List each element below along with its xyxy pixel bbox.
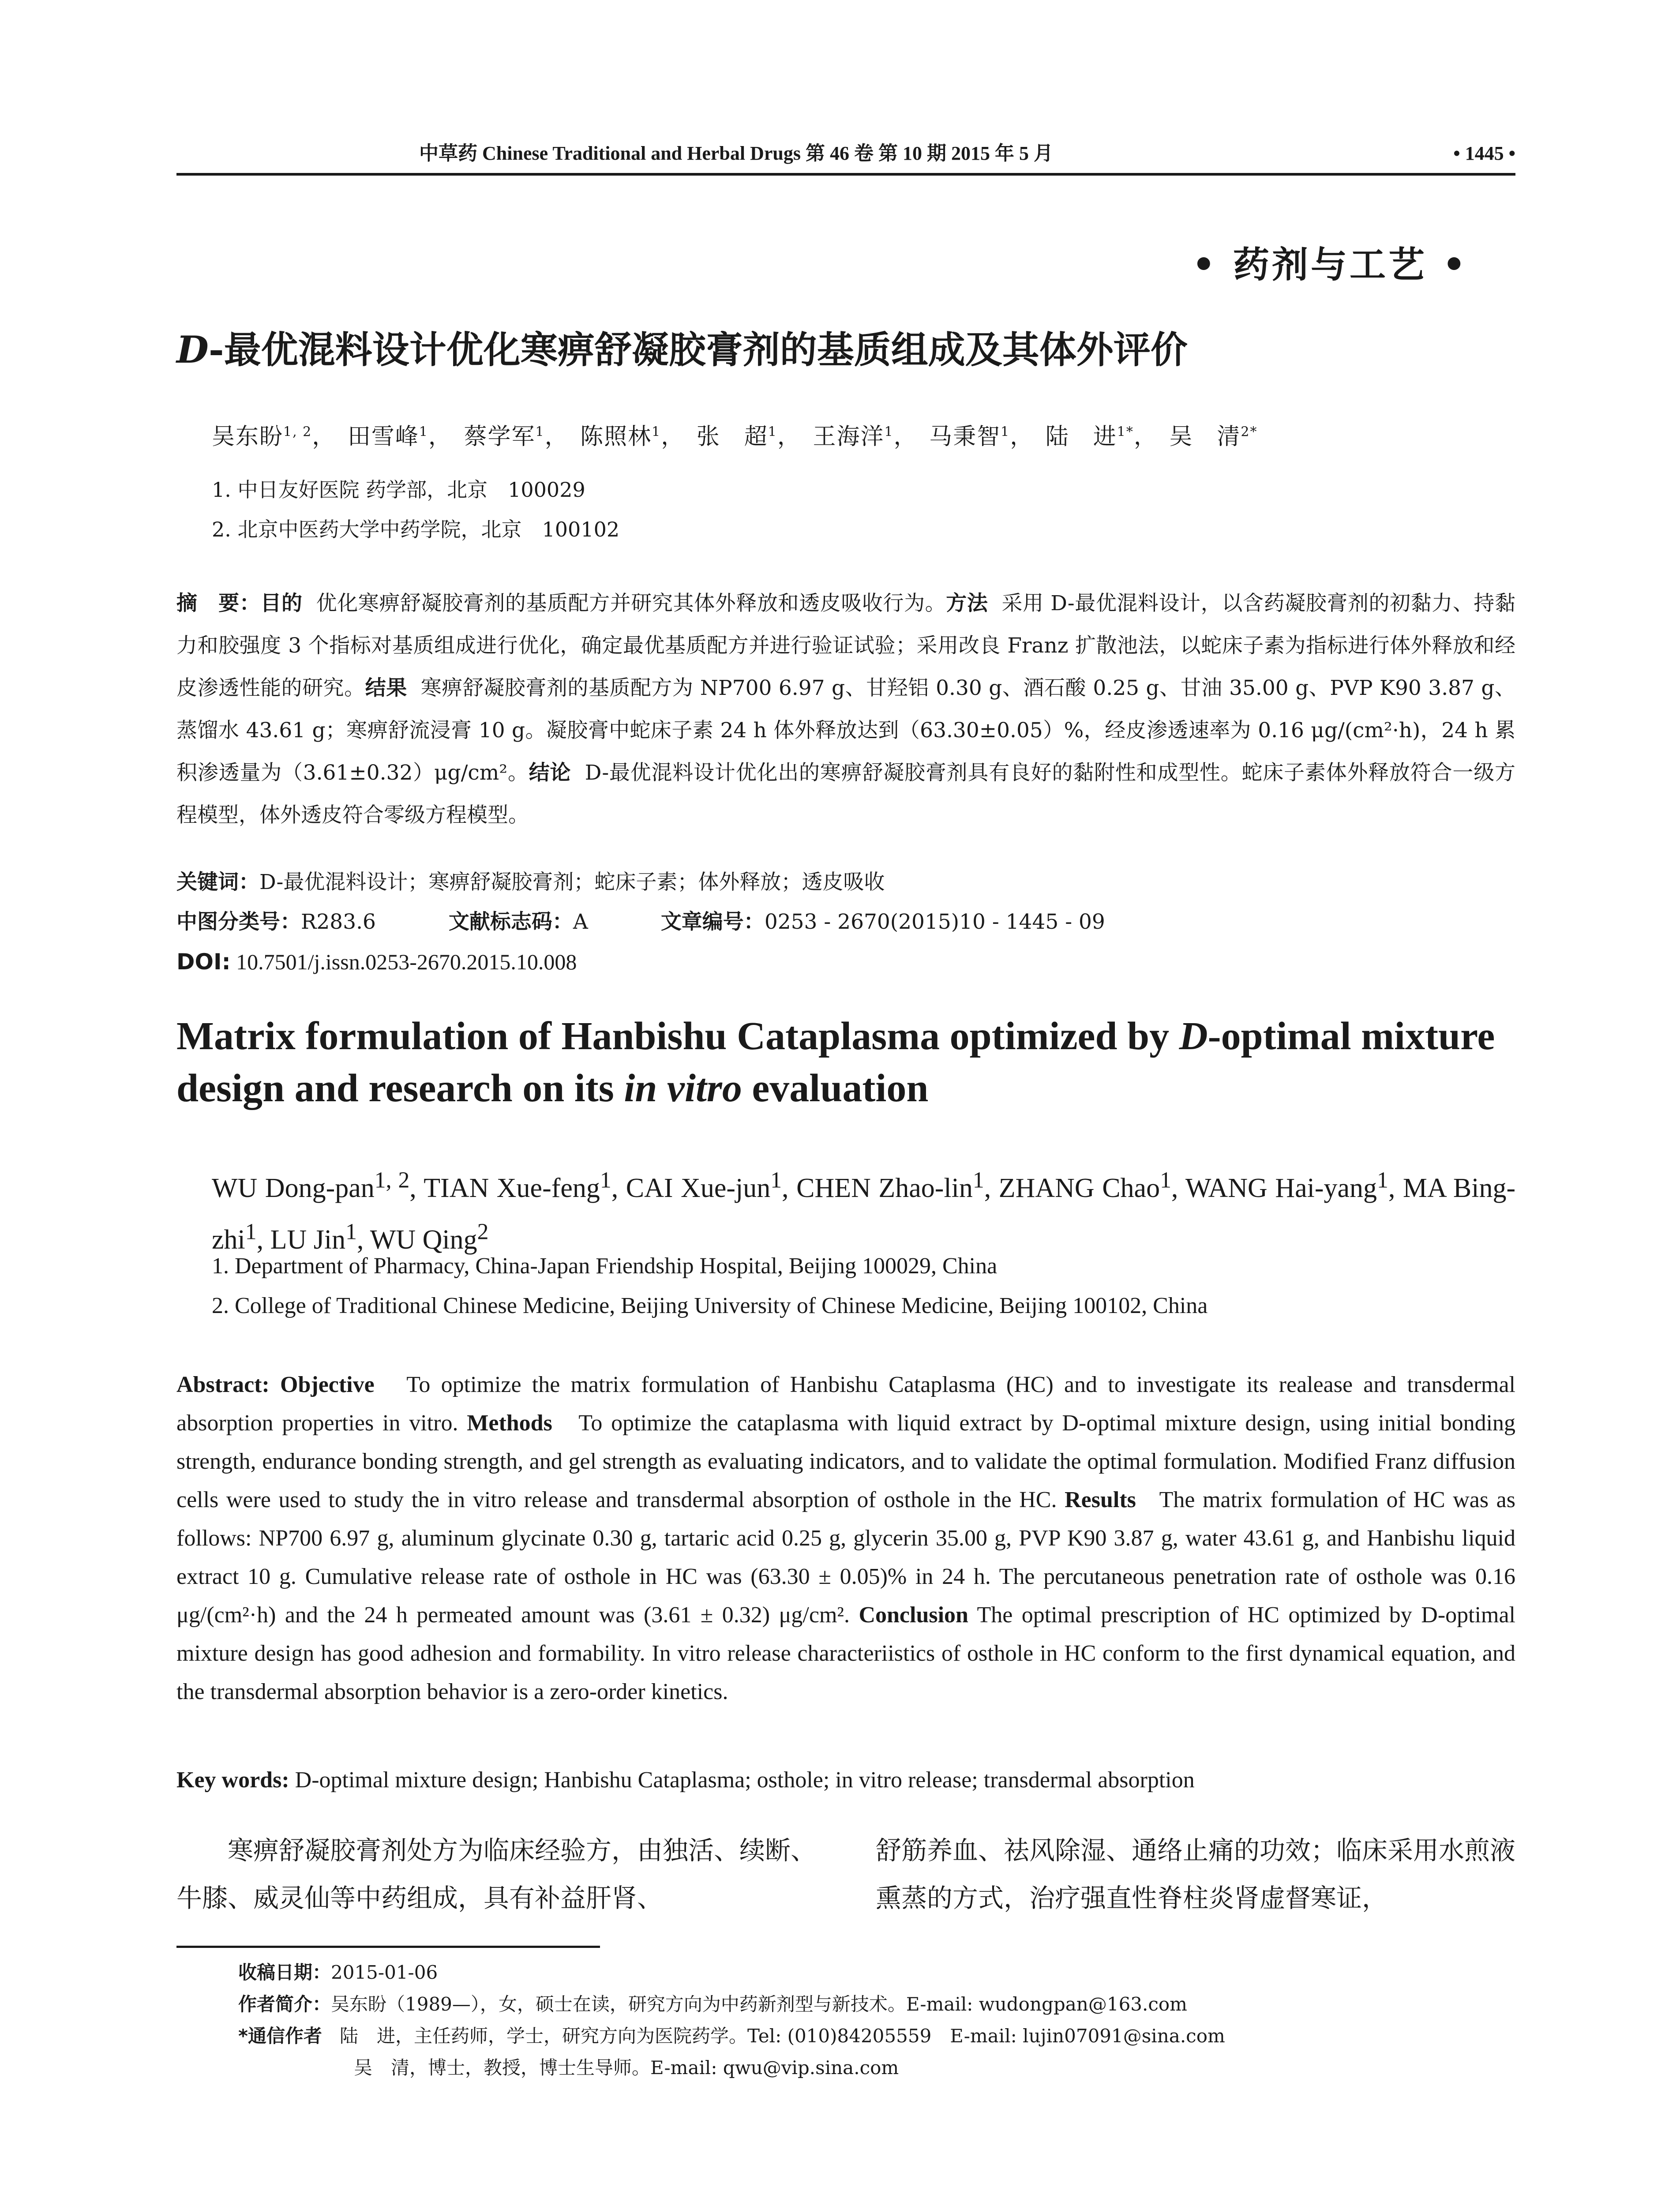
en-keywords-label: Key words: <box>176 1767 289 1793</box>
doi-value: 10.7501/j.issn.0253-2670.2015.10.008 <box>236 949 577 974</box>
cn-author: 吴 清$^{2*}$ <box>1169 424 1258 450</box>
cn-results-label: 结果 <box>365 676 407 700</box>
en-affiliations <box>212 1246 1515 1326</box>
cn-author: 马秉智$^1$， <box>929 424 1034 450</box>
cn-affiliation-2: 2. 北京中医药大学中药学院，北京 100102 <box>212 518 620 541</box>
en-conclusion: The optimal prescription of HC optimized by D-optimal mixture design has good adhesion and formability. In vitro release characteriistics of osthole in HC conform to the first dynamical equation, and the transdermal absorption behavior is a zero-order kinetics. <box>176 1602 1516 1704</box>
en-author: LU Jin$^1$, <box>270 1219 370 1255</box>
en-author: CHEN Zhao-lin$^1$, <box>796 1167 999 1203</box>
en-abstract <box>176 1366 1515 1711</box>
en-affiliation-2: 2. College of Traditional Chinese Medicine, Beijing University of Chinese Medicine, Beijing 100102, China <box>212 1293 1208 1318</box>
en-author: WANG Hai-yang$^1$, <box>1185 1167 1403 1203</box>
cn-authors <box>212 421 1513 452</box>
cn-author: 王海洋$^1$， <box>813 424 918 450</box>
en-author: WU Qing$^2$ <box>370 1219 489 1255</box>
en-author: TIAN Xue-feng$^1$, <box>424 1167 626 1203</box>
running-header <box>176 140 1515 167</box>
doc-code: 文献标志码：A <box>448 910 588 934</box>
cn-author: 田雪峰$^1$， <box>347 424 452 450</box>
cn-keywords-label: 关键词： <box>176 870 259 894</box>
body-columns <box>176 1827 1515 1928</box>
cn-author: 蔡学军$^1$， <box>464 424 569 450</box>
clc-code: 中图分类号：R283.6 <box>176 910 376 934</box>
footnote-corresponding-2: 吴 清，博士，教授，博士生导师。E-mail: qwu@vip.sina.com <box>354 2057 899 2078</box>
en-author: CAI Xue-jun$^1$, <box>626 1167 797 1203</box>
cn-abstract <box>176 582 1515 837</box>
cn-affiliation-1: 1. 中日友好医院 药学部，北京 100029 <box>212 478 585 502</box>
cn-title-text: -最优混料设计优化寒痹舒凝胶膏剂的基质组成及其体外评价 <box>208 328 1188 371</box>
cn-title-italic: D <box>176 328 209 371</box>
cn-author: 张 超$^1$， <box>696 424 801 450</box>
cn-author: 陈照林$^1$， <box>580 424 685 450</box>
footnote-received: 收稿日期：2015-01-06 <box>238 1962 438 1983</box>
footnote-author: 作者简介：吴东盼（1989—），女，硕士在读，研究方向为中药新剂型与新技术。E-mail: wudongpan@163.com <box>238 1993 1187 2015</box>
cn-author: 吴东盼$^{1, 2}$， <box>212 424 336 450</box>
header-rule <box>176 173 1515 176</box>
page-number: • 1445 • <box>1453 143 1515 164</box>
cn-conclusion: D-最优混料设计优化出的寒痹舒凝胶膏剂具有良好的黏附性和成型性。蛇床子素体外释放符合一级方程模型，体外透皮符合零级方程模型。 <box>176 761 1515 827</box>
footnote-corresponding: *通信作者 陆 进，主任药师，学士，研究方向为医院药学。Tel: (010)84205559 E-mail: lujin07091@sina.com <box>238 2025 1225 2047</box>
article-number: 文章编号：0253 - 2670(2015)10 - 1445 - 09 <box>660 910 1105 934</box>
cn-conclusion-label: 结论 <box>529 761 571 785</box>
en-keywords-text: D-optimal mixture design; Hanbishu Cataplasma; osthole; in vitro release; transdermal absorption <box>295 1767 1195 1793</box>
cn-abstract-label: 摘 要： <box>176 591 261 615</box>
cn-keywords <box>176 865 1515 900</box>
en-conclusion-label: Conclusion <box>859 1602 968 1628</box>
cn-objective-label: 目的 <box>260 591 303 615</box>
cn-title <box>176 326 1515 374</box>
en-author: ZHANG Chao$^1$, <box>998 1167 1185 1203</box>
cn-results: 寒痹舒凝胶膏剂的基质配方为 NP700 6.97 g、甘羟铝 0.30 g、酒石酸 0.25 g、甘油 35.00 g、PVP K90 3.87 g、蒸馏水 43.61 g；寒痹舒流浸膏 10 g。凝胶膏中蛇床子素 24 h 体外释放达到（63.30±0.05）%，经皮渗透速率为 0.16 μg/(cm²·h)，24 h 累积渗透量为（3.61±0.32）μg/cm²。 <box>176 676 1516 785</box>
cn-classification <box>176 904 1515 940</box>
cn-affiliations <box>212 470 1513 549</box>
footnotes <box>238 1957 1518 2084</box>
doi <box>176 944 1515 979</box>
en-author: MA Bing-zhi$^1$, <box>212 1173 1516 1255</box>
en-objective: To optimize the matrix formulation of Hanbishu Cataplasma (HC) and to investigate its realease and transdermal absorption properties in vitro. <box>176 1372 1515 1436</box>
cn-objective: 优化寒痹舒凝胶膏剂的基质配方并研究其体外释放和透皮吸收行为。 <box>316 591 946 615</box>
en-methods: To optimize the cataplasma with liquid extract by D-optimal mixture design, using initial bonding strength, endurance bonding strength, and gel strength as evaluating indicators, and to validate the optimal formulation. Modified Franz diffusion cells were used to study the in vitro release and transdermal absorption of osthole in the HC. <box>176 1411 1516 1512</box>
en-abstract-label: Abstract: Objective <box>176 1372 375 1397</box>
en-author: WU Dong-pan$^{1, 2}$, <box>212 1167 424 1203</box>
en-keywords <box>176 1763 1515 1798</box>
body-column-left: 寒痹舒凝胶膏剂处方为临床经验方，由独活、续断、牛膝、威灵仙等中药组成，具有补益肝肾、 <box>176 1835 817 1913</box>
en-methods-label: Methods <box>467 1411 552 1436</box>
section-label: • 药剂与工艺 • <box>1192 244 1468 286</box>
cn-keywords-text: D-最优混料设计；寒痹舒凝胶膏剂；蛇床子素；体外释放；透皮吸收 <box>259 870 885 894</box>
cn-author: 陆 进$^{1*}$， <box>1045 424 1158 450</box>
journal-header: 中草药 Chinese Traditional and Herbal Drugs 第 46 卷 第 10 期 2015 年 5 月 <box>419 143 1054 164</box>
doi-label: DOI: <box>176 949 231 975</box>
en-title: Matrix formulation of Hanbishu Cataplasma optimized by D-optimal mixture design and research on its in vitro evaluation <box>176 1014 1495 1110</box>
cn-methods-label: 方法 <box>946 591 988 615</box>
cn-methods: 采用 D-最优混料设计，以含药凝胶膏剂的初黏力、持黏力和胶强度 3 个指标对基质组成进行优化，确定最优基质配方并进行验证试验；采用改良 Franz 扩散池法，以蛇床子素为指标进行体外释放和经皮渗透性能的研究。 <box>176 591 1516 700</box>
en-affiliation-1: 1. Department of Pharmacy, China-Japan Friendship Hospital, Beijing 100029, China <box>212 1253 998 1279</box>
en-results: The matrix formulation of HC was as follows: NP700 6.97 g, aluminum glycinate 0.30 g, tartaric acid 0.25 g, glycerin 35.00 g, PVP K90 3.87 g, water 43.61 g, and Hanbishu liquid extract 10 g. Cumulative release rate of osthole in HC was (63.30 ± 0.05)% in 24 h. The percutaneous penetration rate of osthole was 0.16 μg/(cm²·h) and the 24 h permeated amount was (3.61 ± 0.32) μg/cm². <box>176 1487 1515 1628</box>
footnote-rule <box>176 1946 600 1948</box>
en-results-label: Results <box>1065 1487 1136 1512</box>
body-column-right: 舒筋养血、祛风除湿、通络止痛的功效；临床采用水煎液熏蒸的方式，治疗强直性脊柱炎肾虚督寒证， <box>876 1835 1516 1913</box>
